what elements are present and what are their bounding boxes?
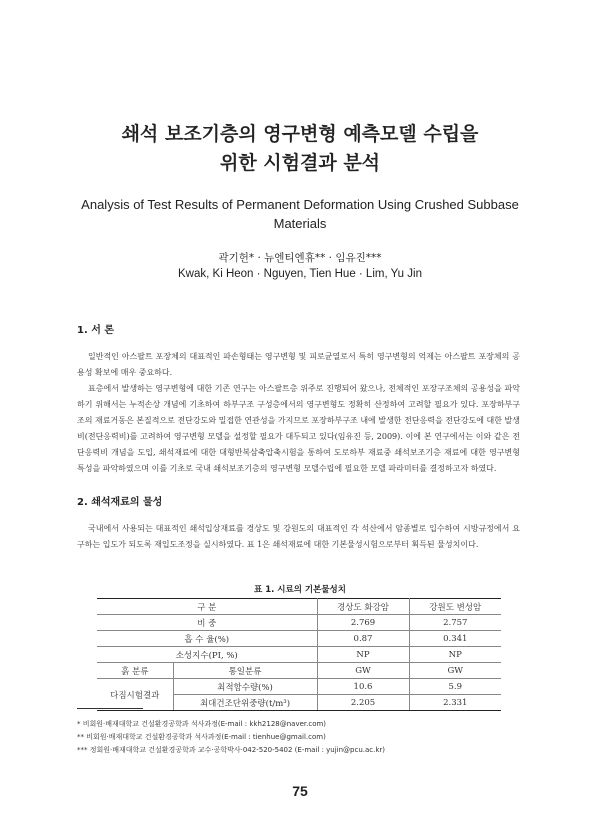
- table-cell: 2.331: [409, 695, 501, 711]
- footnote: ** 비회원·배재대학교 건설환경공학과 석사과정(E-mail : tienhue@gmail.com): [77, 733, 326, 741]
- table-cell: 2.205: [317, 695, 409, 711]
- paragraph: 일반적인 아스팔트 포장체의 대표적인 파손형태는 영구변형 및 피로균열로서 특히 영구변형의 억제는 아스팔트 포장체의 공용성 확보에 매우 중요하다.: [77, 352, 520, 377]
- table-cell: 최적함수량(%): [173, 679, 317, 695]
- table-cell: 2.769: [317, 615, 409, 631]
- authors-english: Kwak, Ki Heon · Nguyen, Tien Hue · Lim, Yu Jin: [178, 268, 422, 280]
- footnote: *** 정회원·배재대학교 건설환경공학과 교수·공학박사·042-520-5402 (E-mail : yujin@pcu.ac.kr): [77, 746, 386, 754]
- table-row: [97, 663, 501, 679]
- authors-korean: 곽기헌* · 뉴엔티엔휴** · 임유진***: [218, 252, 382, 264]
- page-number: 75: [292, 783, 308, 799]
- table-cell: 흡 수 율(%): [97, 631, 317, 647]
- table-cell: 0.341: [409, 631, 501, 647]
- table-row: [97, 679, 501, 695]
- paragraph: 표층에서 발생하는 영구변형에 대한 기존 연구는 아스팔트층 위주로 진행되어 왔으나, 전체적인 포장구조체의 공용성을 파악하기 위해서는 누적손상 개념에 기초하여 하부구조 구성층에서의 영구변형도 정확히 산정하여 고려할 필요가 있다. 포장하부구조의 재료거동은 본질적으로 전단강도와 밀접한 연관성을 가지므로 포장하부구조 내에 발생한 전단응력을 전단강도에 대한 발생비(전단응력비)를 고려하여 영구변형 모델을 설정할 필요가 대두되고 있다(임유진 등, 2009). 이에 본 연구에서는 이와 같은 전단응력비 개념을 도입, 쇄석재료에 대한 대형반복삼축압축시험을 통하여 도로하부 재료중 쇄석보조기층 재료에 대한 영구변형 특성을 파악하였으며 이를 기초로 국내 쇄석보조기층의 영구변형 모델수립에 필요한 모델 파라미터를 결정하고자 하였다.: [77, 384, 520, 473]
- table-row: [97, 615, 501, 631]
- footnote: * 비회원·배재대학교 건설환경공학과 석사과정(E-mail : kkh2128@naver.com): [77, 720, 327, 728]
- table-cell: 통일분류: [173, 663, 317, 679]
- table-cell: 5.9: [409, 679, 501, 695]
- footnote-divider: [77, 708, 143, 709]
- table-cell: NP: [317, 647, 409, 663]
- table-row: [97, 631, 501, 647]
- table-caption: 표 1. 시료의 기본물성치: [254, 585, 346, 595]
- title-korean-line-1: 쇄석 보조기층의 영구변형 예측모델 수립을: [121, 123, 479, 145]
- table-row: [97, 647, 501, 663]
- section-heading-introduction: 1. 서 론: [77, 325, 115, 336]
- properties-table: [97, 598, 501, 711]
- table-cell: 흙 분류: [97, 663, 173, 679]
- title-english: Analysis of Test Results of Permanent Deformation Using Crushed Subbase Materials: [81, 197, 519, 231]
- section-heading-material-properties: 2. 쇄석재료의 물성: [77, 497, 163, 508]
- table-cell: 다짐시험결과: [97, 679, 173, 711]
- table-header-row: [97, 599, 501, 615]
- table-header-cell: 강원도 변성암: [409, 599, 501, 615]
- table-header-cell: 경상도 화강암: [317, 599, 409, 615]
- table-header-cell: 구 분: [97, 599, 317, 615]
- table-cell: 0.87: [317, 631, 409, 647]
- title-korean-line-2: 위한 시험결과 분석: [219, 152, 381, 174]
- table-cell: 소성지수(PI, %): [97, 647, 317, 663]
- paragraph: 국내에서 사용되는 대표적인 쇄석입상재료를 경상도 및 강원도의 대표적인 각 석산에서 암종별로 입수하여 시방규정에서 요구하는 입도가 되도록 재입도조정을 실시하였다. 표 1은 쇄석재료에 대한 기본물성시험으로부터 획득된 물성치이다.: [77, 524, 520, 549]
- table-cell: 10.6: [317, 679, 409, 695]
- table-cell: 비 중: [97, 615, 317, 631]
- table-cell: 최대건조단위중량(t/m³): [173, 695, 317, 711]
- table-cell: GW: [409, 663, 501, 679]
- table-cell: NP: [409, 647, 501, 663]
- table-cell: GW: [317, 663, 409, 679]
- table-cell: 2.757: [409, 615, 501, 631]
